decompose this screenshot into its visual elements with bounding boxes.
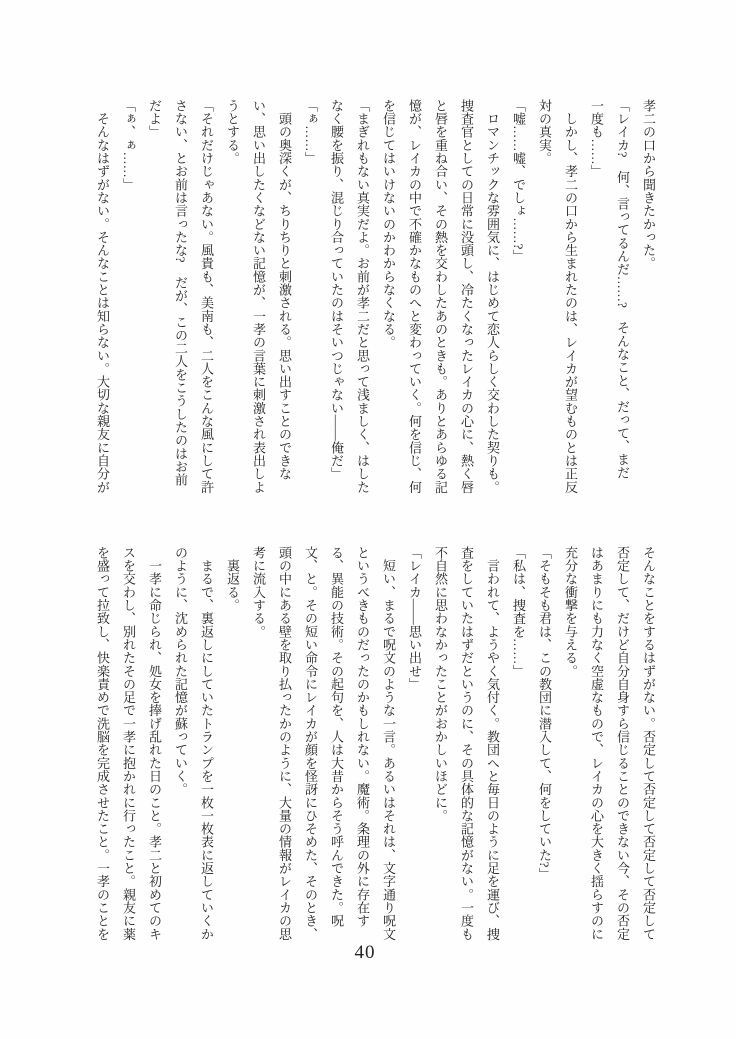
text-line: 考に流入する。 — [251, 546, 266, 639]
text-line: い、思い出したくなどない記憶が、一孝の言葉に刺激され表出しよ — [251, 99, 266, 494]
text-line: 「嘘……嘘、でしょ……?」 — [511, 99, 526, 263]
text-line: 充分な衝撃を与える。 — [563, 546, 578, 678]
text-line: 一孝に命じられ、処女を捧げ乱れた日のこと。孝二と初めてのキ — [147, 546, 162, 941]
top-text-block — [89, 99, 661, 493]
text-line: 憶が、レイカの中で不確かなものへと変わっていく。何を信じ、何 — [407, 99, 422, 494]
text-line: 頭の奥深くが、ちりちりと刺激される。思い出すことのできな — [277, 99, 292, 481]
text-line: 「レイカ? 何、言ってるんだ……? そんなこと、だって、まだ — [615, 99, 630, 480]
text-line: というべきものだったのかもしれない。魔術。条理の外に存在す — [355, 546, 370, 928]
text-line: 対の真実。 — [537, 99, 552, 165]
text-line: 裏返る。 — [225, 546, 240, 612]
text-line: 頭の中にある壁を取り払ったかのように、大量の情報がレイカの思 — [277, 546, 292, 941]
text-line: だよ」 — [147, 99, 162, 139]
text-line: 一度も……」 — [589, 99, 604, 178]
text-line: そんなはずがない。そんなことは知らない。大切な親友に自分が — [95, 99, 110, 494]
text-line: そんなことをするはずがない。否定して否定して否定して否定して — [641, 546, 656, 941]
text-line: なく腰を振り、混じり合っていたのはそいつじゃない――俺だ」 — [329, 99, 344, 481]
text-line: のように、沈められた記憶が蘇っていく。 — [173, 546, 188, 796]
text-line: ロマンチックな雰囲気に、はじめて恋人らしく交わした契りも。 — [485, 99, 500, 494]
text-line: 査をしていたはずだというのに、その具体的な記憶がない。一度も — [459, 546, 474, 941]
text-line: まるで、裏返しにしていたトランプを一枚一枚表に返していくか — [199, 546, 214, 941]
text-line: 短い、まるで呪文のような一言。あるいはそれは、文字通り呪文 — [381, 546, 396, 941]
text-line: 「レイカ――思い出せ」 — [407, 546, 422, 691]
text-line: 「そもそも君は、この教団に潜入して、何をしていた?」 — [537, 546, 552, 881]
text-line: を信じてはいけないのかわからなくなる。 — [381, 99, 396, 349]
text-line: 否定して、だけど自分自身すら信じることのできない今、その否定 — [615, 546, 630, 941]
text-line: 孝二の口から聞きたかった。 — [641, 99, 656, 270]
text-line: 言われて、ようやく気付く。教団へと毎日のように足を運び、捜 — [485, 546, 500, 941]
text-line: さない、とお前は言ったな? だが、この二人をこうしたのはお前 — [173, 99, 188, 487]
text-line: 「私は、捜査を……」 — [511, 546, 526, 678]
text-line: 「ぁ、ぁ……」 — [121, 99, 136, 192]
text-line: 捜査官としての日常に没頭し、冷たくなったレイカの心に、熱く唇 — [459, 99, 474, 494]
text-line: はあまりにも力なく空虚なもので、レイカの心を大きく揺らすのに — [589, 546, 604, 941]
text-line: と唇を重ね合い、その熱を交わしたあのときも。ありとあらゆる記 — [433, 99, 448, 494]
text-line: 不自然に思わなかったことがおかしいほどに。 — [433, 546, 448, 823]
text-line: 「それだけじゃあない。風貴も、美南も、二人をこんな風にして許 — [199, 99, 214, 494]
text-line: 「ぁ……」 — [303, 99, 318, 165]
page-number: 40 — [354, 942, 376, 963]
text-line: を盛って拉致し、快楽責めで洗脳を完成させたこと。一孝のことを — [95, 546, 110, 941]
text-line: スを交わし、別れたその足で一孝に抱かれに行ったこと。親友に薬 — [121, 546, 136, 941]
text-line: 「まぎれもない真実だよ。お前が孝二だと思って浅ましく、はした — [355, 99, 370, 494]
text-line: しかし、孝二の口から生まれたのは、レイカが望むものとは正反 — [563, 99, 578, 494]
text-line: うとする。 — [225, 99, 240, 165]
bottom-text-block — [89, 546, 661, 940]
text-line: る、異能の技術。その起句を、人は大昔からそう呼んできた。呪 — [329, 546, 344, 928]
text-line: 文、と。その短い命令にレイカが顔を怪訝にひそめた、そのとき、 — [303, 546, 318, 941]
